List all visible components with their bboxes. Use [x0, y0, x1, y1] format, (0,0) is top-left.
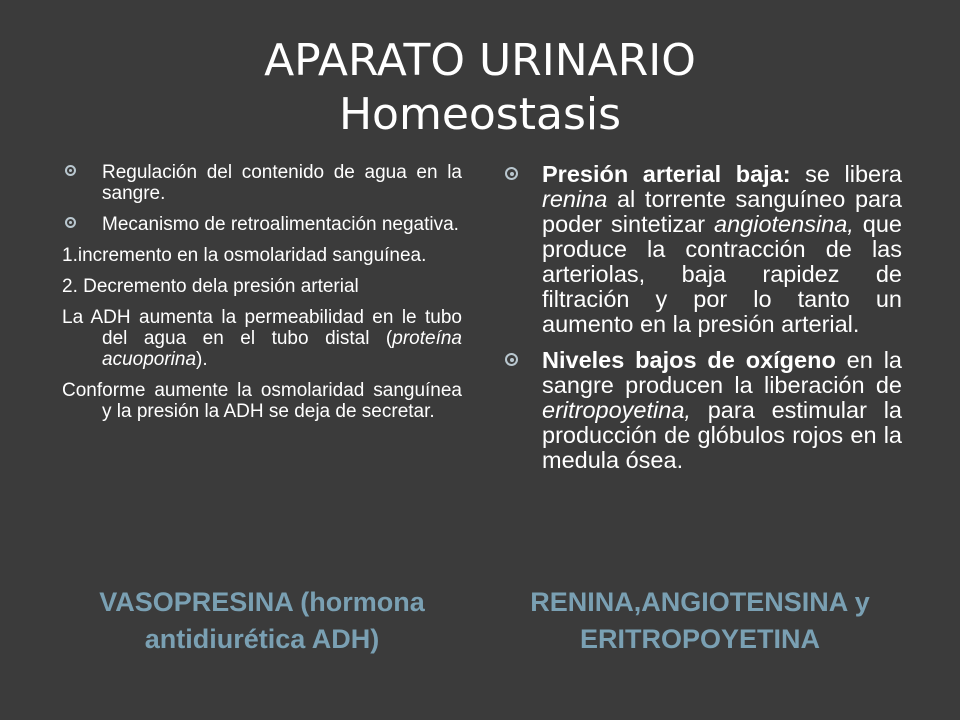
- low-oxygen-eritropoyetina: eritropoyetina,: [542, 397, 691, 423]
- low-oxygen-text-b: para estimular la producción de glóbulos rojos en la medula ósea.: [542, 397, 902, 473]
- low-oxygen-text-a: en la sangre producen la liberación de: [542, 347, 902, 398]
- circle-bullet-icon: [65, 165, 76, 176]
- left-bullet-mechanism-text: Mecanismo de retroalimentación negativa.: [102, 214, 459, 235]
- low-pressure-angiotensina: angiotensina,: [714, 211, 854, 237]
- circle-bullet-icon: [65, 217, 76, 228]
- low-pressure-text-c: que produce la contracción de las arteriolas, baja rapidez de filtración y por lo tanto un aumento en la presión arterial.: [542, 211, 902, 337]
- slide-title: [0, 34, 960, 142]
- left-bullet-mechanism: [62, 214, 462, 235]
- right-bullet-low-pressure: [502, 162, 902, 337]
- low-pressure-text-b: al torrente sanguíneo para poder sintetizar: [542, 186, 902, 237]
- left-item-osmolarity: 1.incremento en la osmolaridad sanguínea.: [62, 245, 427, 266]
- left-item-secretion: Conforme aumente la osmolaridad sanguínea y la presión la ADH se deja de secretar.: [62, 380, 462, 422]
- low-pressure-renina: renina: [542, 186, 608, 212]
- title-line-main: APARATO URINARIO: [264, 35, 696, 86]
- title-line-sub: Homeostasis: [338, 89, 622, 140]
- adh-text-italic: proteína acuoporina: [102, 328, 462, 370]
- footer-renina: RENINA,ANGIOTENSINA y ERITROPOYETINA: [530, 587, 870, 654]
- low-oxygen-heading: Niveles bajos de oxígeno: [542, 347, 836, 373]
- right-bullet-low-oxygen: [502, 348, 902, 473]
- left-bullet-regulation: [62, 162, 462, 204]
- left-item-adh-permeability: [62, 307, 462, 370]
- adh-text-b: ).: [196, 349, 208, 370]
- circle-bullet-icon: [505, 167, 518, 180]
- left-column: [62, 162, 462, 432]
- adh-text-a: La ADH aumenta la permeabilidad en le tubo del agua en el tubo distal (: [62, 307, 462, 349]
- footer-vasopresina: VASOPRESINA (hormona antidiurética ADH): [99, 587, 425, 654]
- circle-bullet-icon: [505, 353, 518, 366]
- right-column: [502, 162, 902, 484]
- low-pressure-heading: Presión arterial baja:: [542, 161, 791, 187]
- low-pressure-text-a: se libera: [790, 161, 902, 187]
- left-item-pressure: 2. Decremento dela presión arterial: [62, 276, 359, 297]
- left-bullet-regulation-text: Regulación del contenido de agua en la sangre.: [102, 162, 462, 204]
